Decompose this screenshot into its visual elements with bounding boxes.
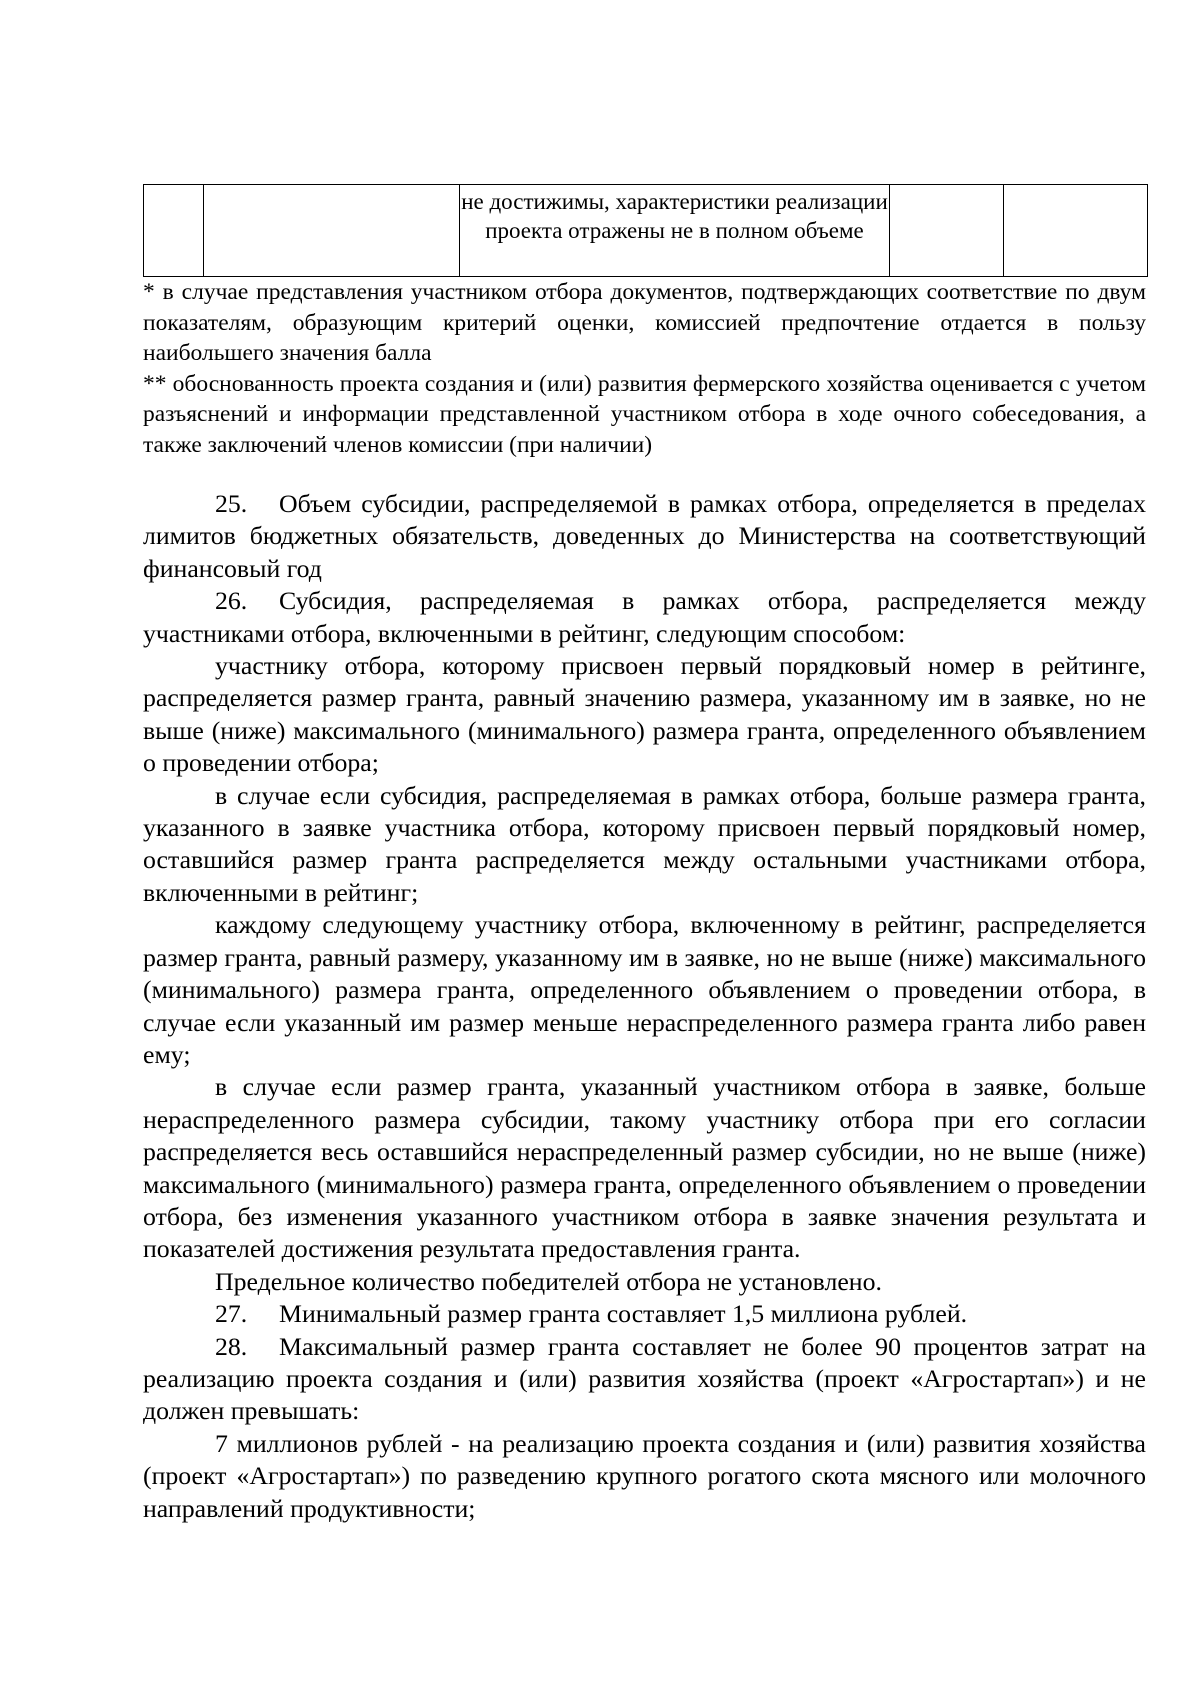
table-cell: [204, 185, 460, 277]
footnote: * в случае представления участником отбора документов, подтверждающих соответствие по двум показателям, образующим критерий оценки, комиссией предпочтение отдается в пользу наибольшего значения балла: [143, 279, 1146, 366]
paragraph: [143, 488, 1146, 585]
paragraph: [143, 1071, 1146, 1265]
table-cell: [144, 185, 204, 277]
paragraph-text: в случае если субсидия, распределяемая в рамках отбора, больше размера гранта, указанного в заявке участника отбора, которому присвоен первый порядковый номер, оставшийся размер гранта распределяется между остальными участниками отбора, включенными в рейтинг;: [143, 780, 1146, 907]
paragraph: [143, 1331, 1146, 1428]
table-cell: не достижимы, характеристики реализации проекта отражены не в полном объеме: [460, 185, 890, 277]
paragraph: [143, 650, 1146, 780]
document-body: [143, 488, 1146, 1525]
paragraph-number: 26.: [215, 586, 248, 616]
paragraph: [143, 780, 1146, 910]
paragraph: [143, 1298, 1146, 1330]
paragraph-number: 25.: [215, 489, 248, 518]
table-cell: [890, 185, 1004, 277]
paragraph-text: Объем субсидии, распределяемой в рамках отбора, определяется в пределах лимитов бюджетных обязательств, доведенных до Министерства на соответствующий финансовый год: [143, 489, 1146, 583]
table-cell: [1004, 185, 1148, 277]
paragraph: [143, 909, 1146, 1071]
criteria-table: [143, 184, 1148, 277]
paragraph-number: 28.: [215, 1331, 248, 1361]
table-footnotes: [143, 277, 1146, 460]
paragraph: [143, 1428, 1146, 1525]
paragraph-text: участнику отбора, которому присвоен первый порядковый номер в рейтинге, распределяется размер гранта, равный значению размера, указанному им в заявке, но не выше (ниже) максимального (минимального) размера гранта, определенного объявлением о проведении отбора;: [143, 651, 1146, 778]
paragraph-text: в случае если размер гранта, указанный участником отбора в заявке, больше нераспределенного размера субсидии, такому участнику отбора при его согласии распределяется весь оставшийся нераспределенный размер субсидии, но не выше (ниже) максимального (минимального) размера гранта, определенного объявлением о проведении отбора, без изменения указанного участником отбора в заявке значения результата и показателей достижения результата предоставления гранта.: [143, 1072, 1146, 1264]
paragraph: [143, 1266, 1146, 1298]
paragraph-number: 27.: [215, 1299, 248, 1329]
paragraph-text: Субсидия, распределяемая в рамках отбора, распределяется между участниками отбора, включенными в рейтинг, следующим способом:: [143, 586, 1146, 648]
table-row: [144, 185, 1148, 277]
paragraph: [143, 585, 1146, 650]
paragraph-text: 7 миллионов рублей - на реализацию проекта создания и (или) развития хозяйства (проект «Агростартап») по разведению крупного рогатого скота мясного или молочного направлений продуктивности;: [143, 1428, 1146, 1523]
paragraph-text: каждому следующему участнику отбора, включенному в рейтинг, распределяется размер гранта, равный размеру, указанному им в заявке, но не выше (ниже) максимального (минимального) размера гранта, определенного объявлением о проведении отбора, в случае если указанный им размер меньше нераспределенного размера гранта либо равен ему;: [143, 910, 1146, 1069]
paragraph-text: Минимальный размер гранта составляет 1,5 миллиона рублей.: [279, 1299, 968, 1329]
paragraph-text: Максимальный размер гранта составляет не более 90 процентов затрат на реализацию проекта создания и (или) развития хозяйства (проект «Агростартап») и не должен превышать:: [143, 1331, 1146, 1426]
footnote: ** обоснованность проекта создания и (или) развития фермерского хозяйства оценивается с учетом разъяснений и информации представленной участником отбора в ходе очного собеседования, а также заключений членов комиссии (при наличии): [143, 370, 1146, 458]
paragraph-text: Предельное количество победителей отбора не установлено.: [215, 1266, 882, 1296]
